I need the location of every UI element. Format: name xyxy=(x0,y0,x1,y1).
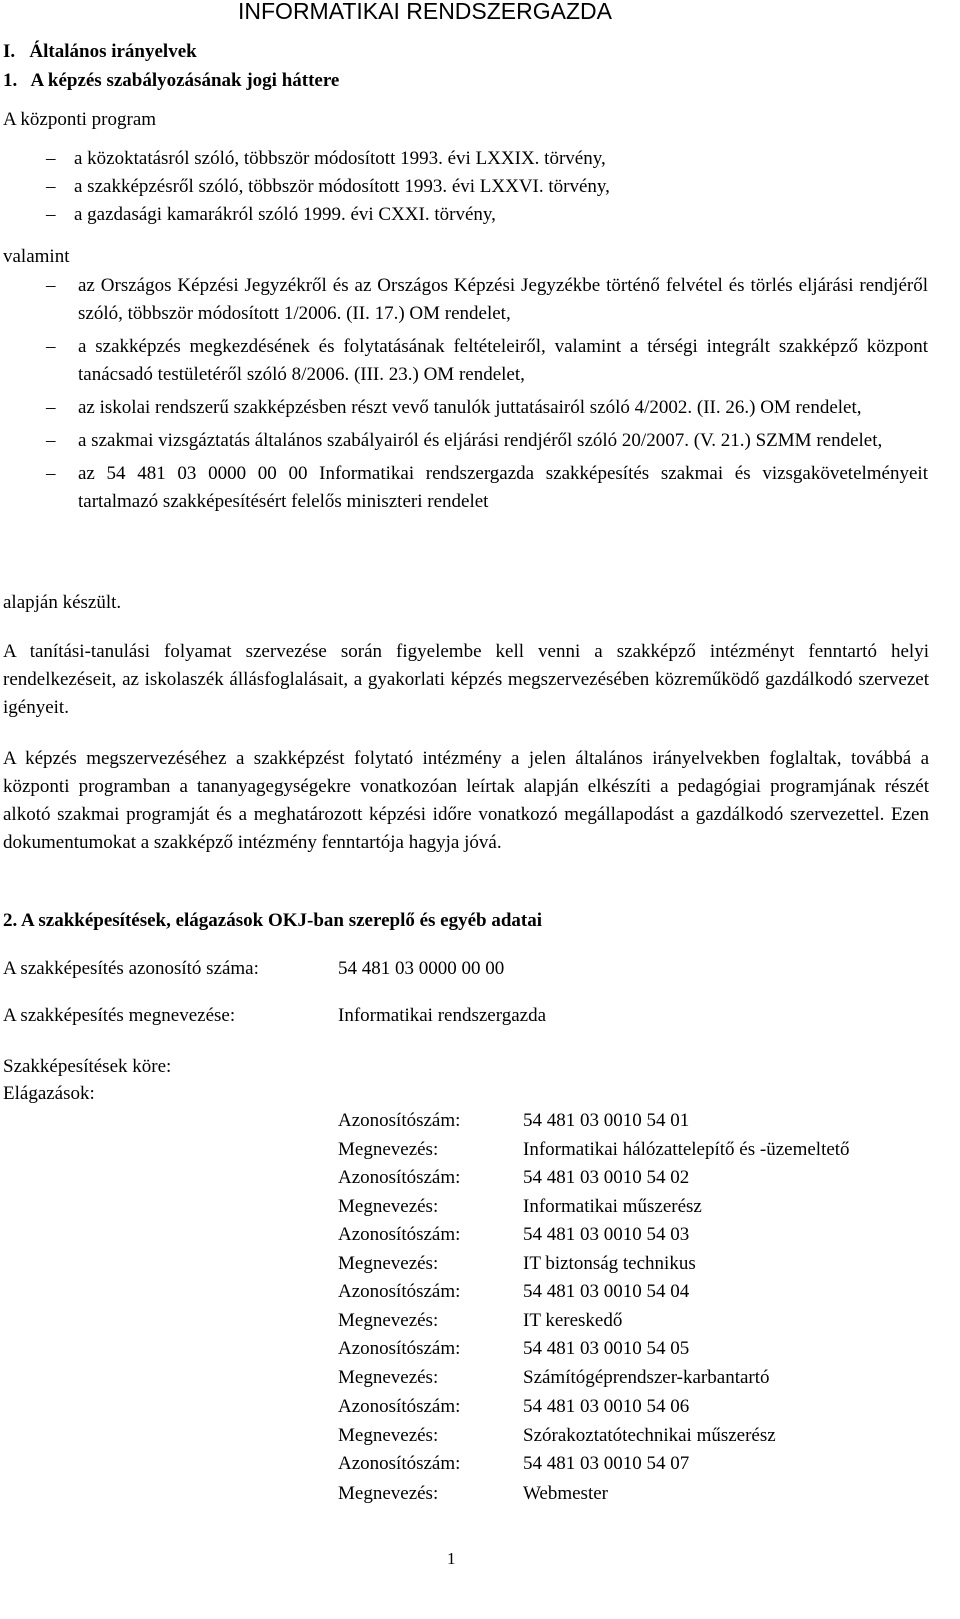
paragraph-2: A képzés megszervezéséhez a szakképzést folytató intézmény a jelen általános irányelvekben foglaltak, továbbá a központi programban a tananyagegységekre vonatkozóan leírtak alapján elkészíti a pedagógiai programjának részét alkotó szakmai programját és a meghatározott képzési időre vonatkozó megállapodást a gazdálkodó szervezettel. Ezen dokumentumokat a szakképző intézmény fenntartója hagyja jóvá. xyxy=(3,748,929,853)
qualification-name-value: Informatikai rendszergazda xyxy=(338,1005,547,1026)
regulation-text: a szakmai vizsgáztatás általános szabályairól és eljárási rendjéről szóló 20/2007. (V. 21.) SZMM rendelet, xyxy=(78,430,883,451)
qualification-id-label: A szakképesítés azonosító száma: xyxy=(3,958,259,979)
regulation-item xyxy=(46,460,928,516)
branch-name-value: IT biztonság technikus xyxy=(523,1253,696,1274)
regulation-text: az iskolai rendszerű szakképzésben részt vevő tanulók juttatásairól szóló 4/2002. (II. 26.) OM rendelet, xyxy=(78,397,862,418)
branch-id-label: Azonosítószám: xyxy=(338,1110,461,1131)
subsection-heading-1: 1. A képzés szabályozásának jogi háttere xyxy=(3,70,340,91)
law-text: a közoktatásról szóló, többször módosított 1993. évi LXXIX. törvény, xyxy=(74,148,606,169)
dash-marker: – xyxy=(46,430,56,451)
section-heading-1: I. Általános irányelvek xyxy=(3,41,197,62)
regulation-item xyxy=(46,333,928,389)
branch-id-value: 54 481 03 0010 54 05 xyxy=(523,1338,690,1359)
dash-marker: – xyxy=(46,336,56,357)
law-item-1 xyxy=(46,145,606,173)
dash-marker: – xyxy=(46,148,56,169)
branch-name-label: Megnevezés: xyxy=(338,1253,439,1274)
branch-name-label: Megnevezés: xyxy=(338,1483,439,1504)
branch-name-label: Megnevezés: xyxy=(338,1196,439,1217)
branch-id-label: Azonosítószám: xyxy=(338,1453,461,1474)
branch-id-label: Azonosítószám: xyxy=(338,1281,461,1302)
document-title: INFORMATIKAI RENDSZERGAZDA xyxy=(238,0,612,24)
branch-name-label: Megnevezés: xyxy=(338,1139,439,1160)
branch-id-label: Azonosítószám: xyxy=(338,1338,461,1359)
dash-marker: – xyxy=(46,204,56,225)
law-text: a szakképzésről szóló, többször módosított 1993. évi LXXVI. törvény, xyxy=(74,176,610,197)
central-program-label: A központi program xyxy=(3,109,157,130)
regulation-text: az 54 481 03 0000 00 00 Informatikai rendszergazda szakképesítés szakmai és vizsgakövetelményeit tartalmazó szakképesítésért felelős miniszteri rendelet xyxy=(78,463,928,512)
branch-name-value: Számítógéprendszer-karbantartó xyxy=(523,1367,770,1388)
branch-name-value: Webmester xyxy=(523,1483,608,1504)
regulation-list xyxy=(46,272,928,516)
alapjan-text: alapján készült. xyxy=(3,592,122,613)
regulation-item xyxy=(46,427,928,455)
branches-label: Elágazások: xyxy=(3,1083,95,1104)
regulation-item xyxy=(46,394,928,422)
paragraph-1: A tanítási-tanulási folyamat szervezése során figyelembe kell venni a szakképző intézményt fenntartó helyi rendelkezéseit, az iskolaszék állásfoglalásait, a gyakorlati képzés megszervezésében közreműködő gazdálkodó szervezet igényeit. xyxy=(3,641,929,718)
law-text: a gazdasági kamarákról szóló 1999. évi CXXI. törvény, xyxy=(74,204,496,225)
branch-name-value: Szórakoztatótechnikai műszerész xyxy=(523,1425,776,1446)
branch-name-label: Megnevezés: xyxy=(338,1310,439,1331)
law-item-3 xyxy=(46,201,496,229)
branch-id-value: 54 481 03 0010 54 03 xyxy=(523,1224,690,1245)
branch-id-value: 54 481 03 0010 54 02 xyxy=(523,1167,690,1188)
qualification-name-label: A szakképesítés megnevezése: xyxy=(3,1005,236,1026)
branch-id-value: 54 481 03 0010 54 07 xyxy=(523,1453,690,1474)
qualification-id-value: 54 481 03 0000 00 00 xyxy=(338,958,505,979)
regulation-item xyxy=(46,272,928,328)
dash-marker: – xyxy=(46,463,56,484)
branch-name-label: Megnevezés: xyxy=(338,1367,439,1388)
branch-id-value: 54 481 03 0010 54 04 xyxy=(523,1281,690,1302)
dash-marker: – xyxy=(46,397,56,418)
regulation-text: az Országos Képzési Jegyzékről és az Országos Képzési Jegyzékbe történő felvétel és törlés eljárási rendjéről szóló, többször módosított 1/2006. (II. 17.) OM rendelet, xyxy=(78,275,928,324)
branch-id-value: 54 481 03 0010 54 06 xyxy=(523,1396,690,1417)
dash-marker: – xyxy=(46,176,56,197)
page-number: 1 xyxy=(447,1549,456,1568)
branch-name-label: Megnevezés: xyxy=(338,1425,439,1446)
law-item-2 xyxy=(46,173,610,201)
branch-name-value: IT kereskedő xyxy=(523,1310,623,1331)
regulation-text: a szakképzés megkezdésének és folytatásának feltételeiről, valamint a térségi integrált szakképző központ tanácsadó testületéről szóló 8/2006. (III. 23.) OM rendelet, xyxy=(78,336,928,385)
branch-id-value: 54 481 03 0010 54 01 xyxy=(523,1110,690,1131)
scope-label: Szakképesítések köre: xyxy=(3,1056,172,1077)
branch-id-label: Azonosítószám: xyxy=(338,1224,461,1245)
section-heading-2: 2. A szakképesítések, elágazások OKJ-ban szereplő és egyéb adatai xyxy=(3,910,543,931)
branch-name-value: Informatikai műszerész xyxy=(523,1196,702,1217)
branch-name-value: Informatikai hálózattelepítő és -üzemeltető xyxy=(523,1139,850,1160)
dash-marker: – xyxy=(46,275,56,296)
branch-id-label: Azonosítószám: xyxy=(338,1396,461,1417)
branch-id-label: Azonosítószám: xyxy=(338,1167,461,1188)
valamint-text: valamint xyxy=(3,246,70,267)
